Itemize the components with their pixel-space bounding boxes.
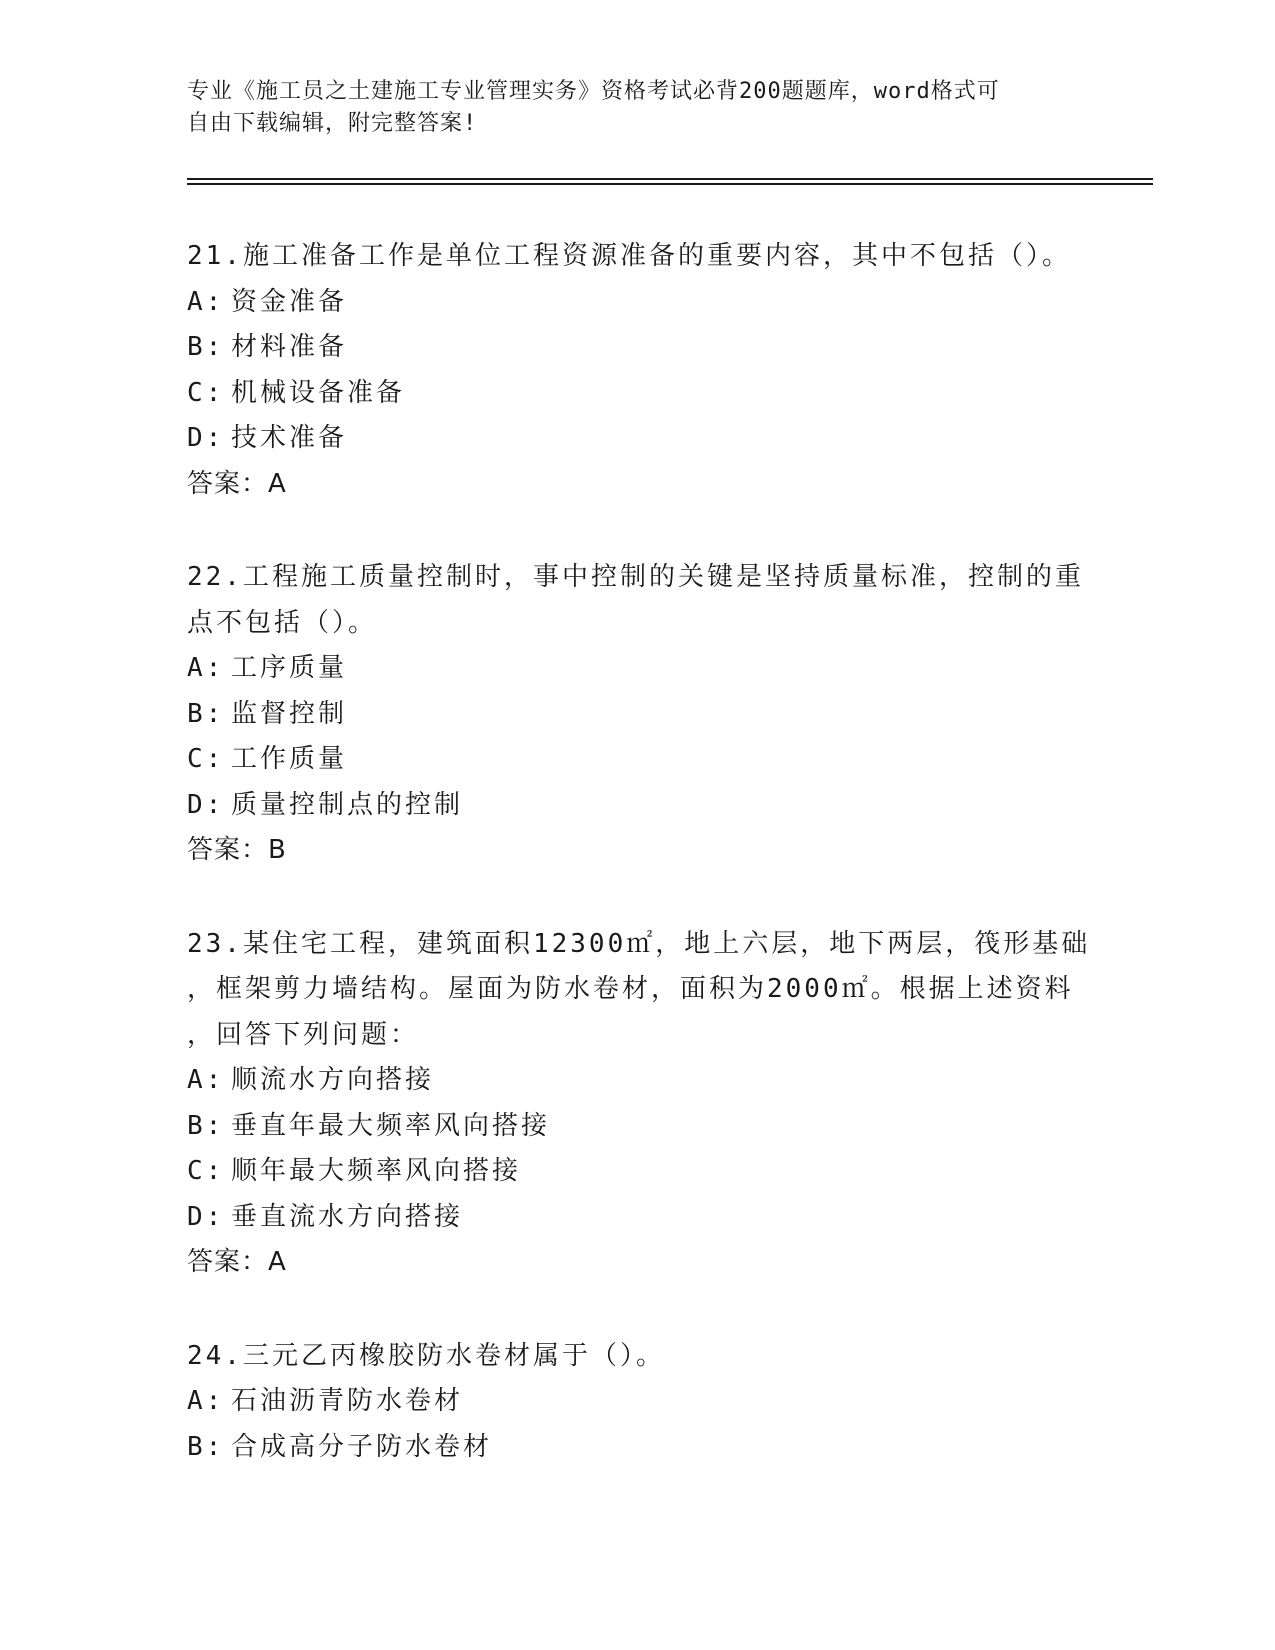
option-d	[187, 783, 1087, 829]
answer-line: 答案：A	[187, 468, 287, 499]
header-divider-bottom	[187, 183, 1153, 185]
option-a	[187, 646, 1087, 692]
option-text: 材料准备	[231, 332, 348, 362]
question-list	[187, 234, 1091, 1518]
option-b	[187, 1104, 1087, 1150]
option-text: 石油沥青防水卷材	[231, 1386, 464, 1416]
question-text	[187, 555, 1087, 646]
option-a	[187, 280, 1087, 326]
question-21	[187, 234, 1087, 507]
option-text: 工序质量	[231, 653, 348, 683]
document-header	[187, 76, 1067, 140]
question-text-line: ，框架剪力墙结构。屋面为防水卷材，面积为2000㎡。根据上述资料	[187, 974, 1074, 1004]
option-key: A:	[187, 1386, 225, 1416]
header-line-2: 自由下载编辑，附完整答案!	[187, 111, 478, 136]
question-text-line: 点不包括（）。	[187, 607, 378, 638]
option-text: 顺流水方向搭接	[231, 1065, 435, 1095]
answer-line: 答案：A	[187, 1247, 287, 1277]
question-text-line: 22.工程施工质量控制时，事中控制的关键是坚持质量标准，控制的重	[187, 562, 1084, 592]
option-b	[187, 692, 1087, 738]
question-text-line: 23.某住宅工程，建筑面积12300㎡，地上六层，地下两层，筏形基础	[187, 928, 1091, 959]
option-key: C:	[187, 744, 225, 774]
option-c	[187, 371, 1087, 417]
question-text	[187, 234, 1087, 280]
option-key: D:	[187, 1201, 225, 1232]
header-divider-top	[187, 178, 1153, 180]
option-text: 垂直年最大频率风向搭接	[231, 1110, 551, 1141]
option-key: B:	[187, 698, 225, 729]
option-key: D:	[187, 423, 225, 453]
option-key: B:	[187, 332, 225, 362]
option-key: D:	[187, 789, 225, 820]
question-24	[187, 1334, 1087, 1471]
option-a	[187, 1058, 1087, 1104]
option-key: B:	[187, 1431, 225, 1462]
option-text: 机械设备准备	[231, 377, 406, 408]
option-key: C:	[187, 377, 225, 408]
option-key: B:	[187, 1110, 225, 1141]
question-text	[187, 1334, 1087, 1380]
question-text-line: 24.三元乙丙橡胶防水卷材属于（）。	[187, 1340, 665, 1371]
question-text-line: 21.施工准备工作是单位工程资源准备的重要内容，其中不包括（）。	[187, 241, 1071, 271]
option-text: 合成高分子防水卷材	[231, 1431, 493, 1462]
option-text: 监督控制	[231, 698, 348, 729]
option-key: C:	[187, 1156, 225, 1186]
option-key: A:	[187, 1065, 225, 1095]
header-line-1: 专业《施工员之土建施工专业管理实务》资格考试必背200题题库，word格式可	[187, 79, 1000, 104]
question-22	[187, 555, 1087, 874]
question-text-line: ，回答下列问题：	[187, 1019, 420, 1050]
option-text: 顺年最大频率风向搭接	[231, 1156, 522, 1186]
option-c	[187, 1149, 1087, 1195]
option-b	[187, 325, 1087, 371]
question-23	[187, 922, 1091, 1286]
option-text: 资金准备	[231, 286, 348, 317]
option-c	[187, 737, 1087, 783]
option-key: A:	[187, 653, 225, 683]
option-text: 工作质量	[231, 744, 348, 774]
option-d	[187, 1195, 1087, 1241]
option-b	[187, 1425, 1087, 1471]
answer-line: 答案：B	[187, 835, 287, 865]
option-key: A:	[187, 286, 225, 317]
option-text: 质量控制点的控制	[231, 789, 464, 820]
question-text	[187, 922, 1091, 1059]
option-d	[187, 416, 1087, 462]
option-text: 垂直流水方向搭接	[231, 1201, 464, 1232]
option-a	[187, 1379, 1087, 1425]
option-text: 技术准备	[231, 423, 348, 453]
